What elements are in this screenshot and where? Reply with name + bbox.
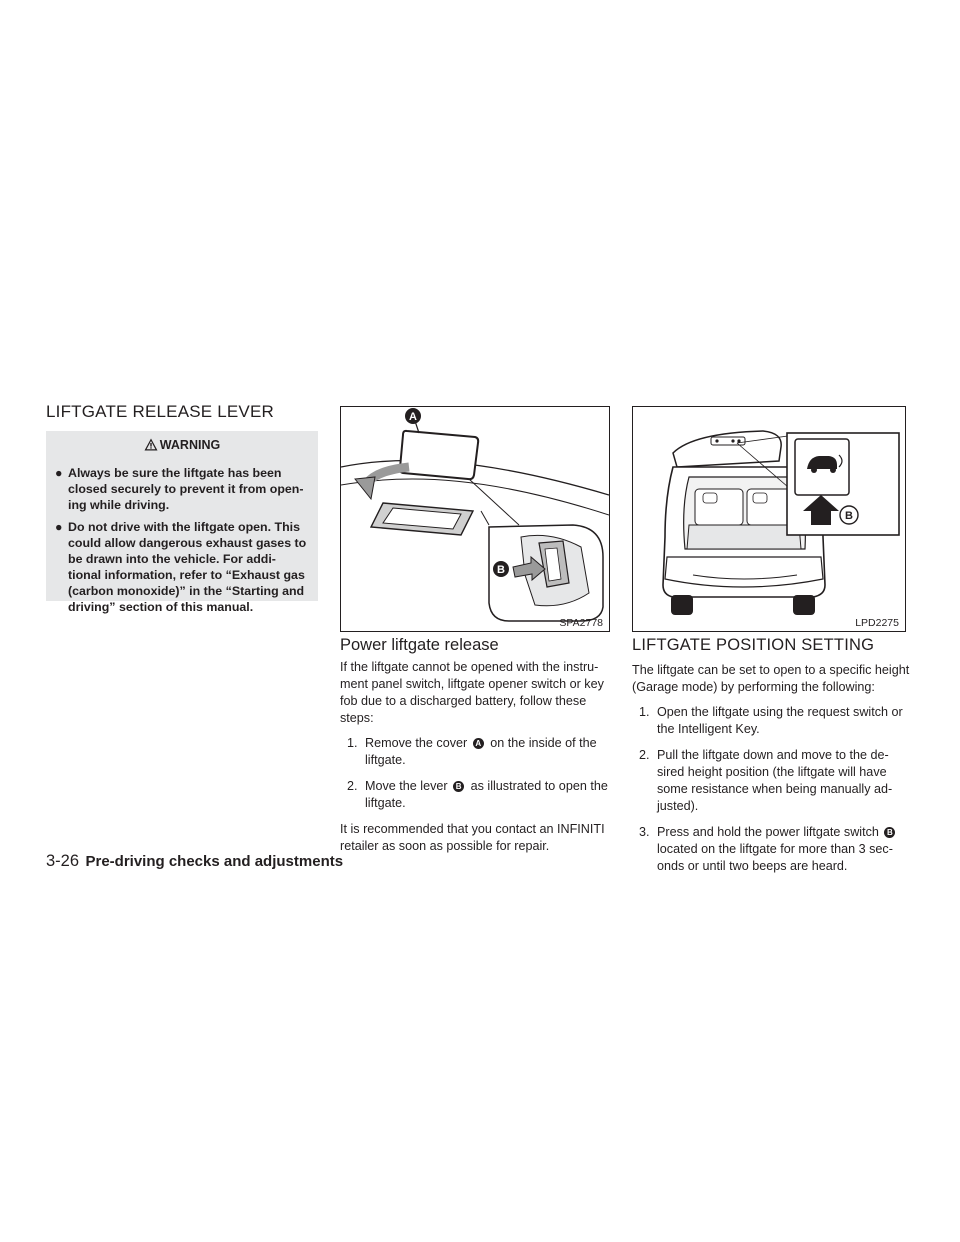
liftgate-illustration <box>633 407 905 631</box>
svg-text:B: B <box>497 564 505 576</box>
marker-a-icon: A <box>473 738 484 749</box>
marker-b-icon: B <box>453 781 464 792</box>
closing-paragraph: It is recommended that you contact an INFINITI retailer as soon as possible for repair. <box>340 822 605 853</box>
subsection-heading-power-liftgate-release: Power liftgate release <box>340 636 499 654</box>
svg-text:A: A <box>409 411 417 423</box>
step-item: 2. Pull the liftgate down and move to the de-sired height position (the liftgate will have some resistance when being manually ad-justed). <box>639 748 893 813</box>
step-item: 2. Move the lever B as illustrated to open the liftgate. <box>347 779 608 810</box>
cover-lever-illustration <box>341 407 609 631</box>
warning-title <box>46 438 318 452</box>
page-footer <box>46 852 343 871</box>
warning-item: ● Always be sure the liftgate has been closed securely to prevent it from open-ing while driving. <box>55 466 304 512</box>
figure-code: LPD2275 <box>855 617 899 629</box>
bullet-icon: ● <box>55 466 63 480</box>
intro-paragraph: If the liftgate cannot be opened with the instru-ment panel switch, liftgate opener switch or key fob due to a discharged battery, follow these steps: <box>340 660 604 725</box>
figure-code: SPA2778 <box>559 617 603 629</box>
warning-title-text: WARNING <box>159 438 221 452</box>
warning-triangle-icon <box>144 438 158 451</box>
warning-box <box>46 431 318 614</box>
step-item: 1. Open the liftgate using the request switch or the Intelligent Key. <box>639 705 903 736</box>
warning-item: ● Do not drive with the liftgate open. This could allow dangerous exhaust gases to be drawn into the vehicle. For addi-tional information, refer to “Exhaust gas (carbon monoxide)” in the “Starting and driving” section of this manual. <box>55 520 307 614</box>
svg-text:B: B <box>845 510 853 522</box>
figure-liftgate-switch <box>632 406 906 632</box>
step-item: 3. Press and hold the power liftgate switch B located on the liftgate for more than 3 sec-onds or until two beeps are heard. <box>632 824 910 875</box>
step-item: 1. Remove the cover A on the inside of the liftgate. <box>347 736 597 767</box>
label-b-icon <box>840 506 858 524</box>
intro-paragraph: The liftgate can be set to open to a specific height (Garage mode) by performing the following: <box>632 663 910 694</box>
marker-b-icon: B <box>884 827 895 838</box>
page-number: 3-26 <box>46 852 80 870</box>
section-heading-liftgate-release-lever: LIFTGATE RELEASE LEVER <box>46 402 274 421</box>
section-heading-liftgate-position-setting: LIFTGATE POSITION SETTING <box>632 636 875 654</box>
figure-cover-and-lever <box>340 406 610 632</box>
position-setting-text <box>632 662 910 884</box>
section-title: Pre-driving checks and adjustments <box>85 853 344 870</box>
bullet-icon: ● <box>55 520 63 534</box>
label-b-icon <box>493 561 509 577</box>
power-liftgate-text <box>340 659 612 863</box>
label-a-icon <box>405 408 421 424</box>
